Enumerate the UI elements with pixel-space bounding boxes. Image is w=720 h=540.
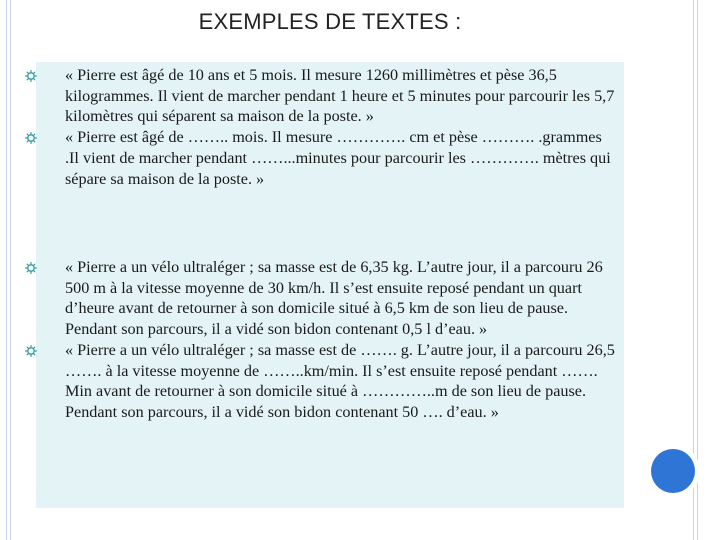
open-sun-bullet-icon (25, 132, 37, 144)
bullet-text: « Pierre est âgé de 10 ans et 5 mois. Il mesure 1260 millimètres et pèse 36,5 kilogrammes. Il vient de marcher pendant 1 heure et 5 minutes pour parcourir les 5,7 kilomètres qui séparent sa maison de la poste. » (65, 66, 615, 126)
content-box (36, 62, 624, 508)
bullet-group-2 (36, 257, 624, 423)
bullet-item (36, 257, 624, 340)
bullet-text: « Pierre a un vélo ultraléger ; sa masse est de 6,35 kg. L’autre jour, il a parcouru 26 500 m à la vitesse moyenne de 30 km/h. Il s’est ensuite reposé pendant un quart d’heure avant de retourner à son domicile situé à 6,5 km de son lieu de pause. Pendant son parcours, il a vidé son bidon contenant 0,5 l d’eau. » (65, 258, 603, 339)
left-border-line (6, 0, 7, 540)
bullet-text: « Pierre est âgé de …….. mois. Il mesure …………. cm et pèse ………. .grammes .Il vient de marcher pendant ……...minutes pour parcourir les …………. mètres qui sépare sa maison de la poste. » (65, 128, 611, 188)
bullet-group-1 (36, 65, 624, 189)
bullet-text: « Pierre a un vélo ultraléger ; sa masse est de ……. g. L’autre jour, il a parcouru 26,5 ……. à la vitesse moyenne de ……..km/min. Il s’est ensuite reposé pendant ……. Min avant de retourner à son domicile situé à …………..m de son lieu de pause. Pendant son parcours, il a vidé son bidon contenant 50 …. d’eau. » (65, 340, 615, 421)
circle-decoration (646, 444, 700, 498)
bullet-item (36, 65, 624, 127)
bullet-item (36, 340, 624, 423)
circle-decoration-inner (651, 449, 695, 493)
open-sun-bullet-icon (25, 345, 37, 357)
open-sun-bullet-icon (25, 262, 37, 274)
left-border-line (10, 0, 11, 540)
bullet-item (36, 127, 624, 189)
open-sun-bullet-icon (25, 70, 37, 82)
slide-title: EXEMPLES DE TEXTES : (198, 9, 462, 34)
